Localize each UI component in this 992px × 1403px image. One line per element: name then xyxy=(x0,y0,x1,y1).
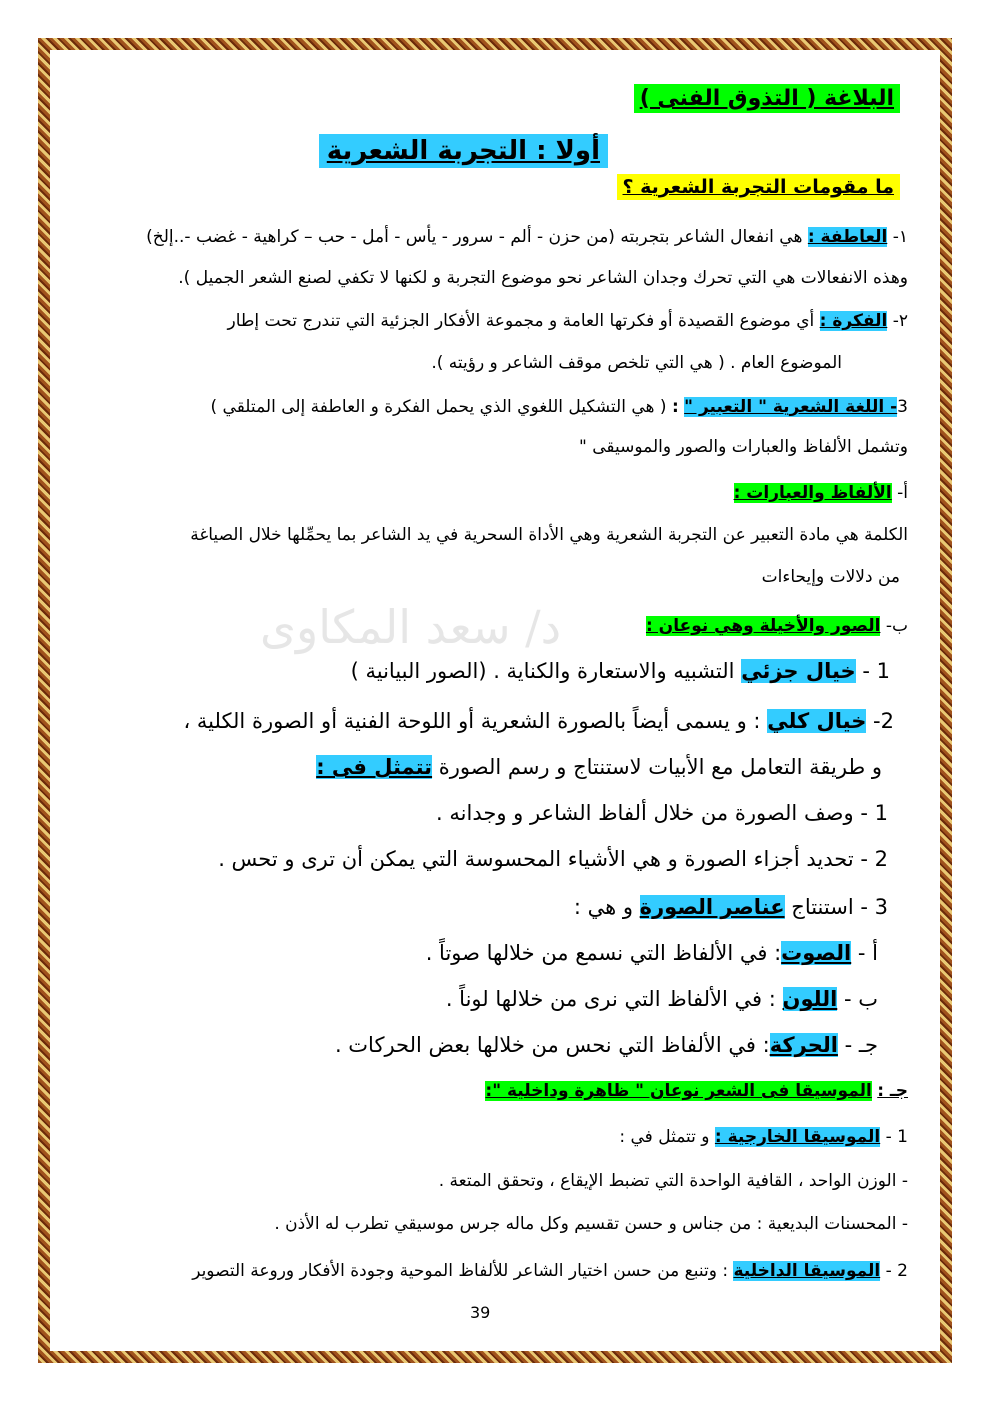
item3-line1 xyxy=(211,396,909,418)
sub-b-label: الصور والأخيلة وهي نوعان : xyxy=(645,616,881,636)
img1-num: 1 - xyxy=(862,659,890,683)
element-color-label: اللون xyxy=(782,987,838,1011)
element-sound xyxy=(426,942,878,964)
page-title xyxy=(634,88,900,111)
sub-b-num: ب- xyxy=(885,616,908,636)
music1-text: و تتمثل في : xyxy=(619,1127,710,1147)
step2-num: 2 - xyxy=(860,847,888,871)
sub-a-heading xyxy=(734,482,908,504)
item3-text: ( هي التشكيل اللغوي الذي يحمل الفكرة و العاطفة إلى المتلقي ) xyxy=(210,397,667,417)
img2-text: : و يسمى أيضاً بالصورة الشعرية أو اللوحة الفنية أو الصورة الكلية ، xyxy=(183,709,761,733)
step3-tail: و هي : xyxy=(573,895,633,919)
img2-text2: و طريقة التعامل مع الأبيات لاستنتاج و رسم الصورة xyxy=(438,755,882,779)
music1-num: 1 - xyxy=(885,1127,908,1147)
watermark: د/ سعد المكاوى xyxy=(260,600,562,654)
page-number: 39 xyxy=(470,1303,491,1322)
element-sound-text: : في الألفاظ التي نسمع من خلالها صوتاً . xyxy=(425,941,782,965)
music2-label: الموسيقا الداخلية xyxy=(733,1261,881,1281)
item2-line2: الموضوع العام . ( هي التي تلخص موقف الشاعر و رؤيته ). xyxy=(431,353,842,373)
page-content xyxy=(60,60,908,1350)
element-sound-num: أ - xyxy=(857,941,878,965)
music2-text: : وتنبع من حسن اختيار الشاعر للألفاظ الموحية وجودة الأفكار وروعة التصوير xyxy=(192,1261,729,1281)
img2-num: 2- xyxy=(873,709,894,733)
element-motion-label: الحركة xyxy=(769,1033,838,1057)
img2-label: خيال كلي xyxy=(767,709,867,733)
element-motion xyxy=(335,1034,878,1056)
sub-a-num: أ- xyxy=(897,483,908,503)
item1-num: ١- xyxy=(892,227,908,247)
question xyxy=(617,176,900,199)
step3-text: استنتاج xyxy=(791,895,854,919)
section-title xyxy=(319,136,608,166)
music-external xyxy=(619,1126,908,1148)
title-text: البلاغة ( التذوق الفنى ) xyxy=(634,84,900,113)
sub-c-label: الموسيقا فى الشعر نوعان " ظاهرة وداخلية ": xyxy=(485,1081,872,1101)
element-color-text: : في الألفاظ التي نرى من خلالها لوناً . xyxy=(445,987,776,1011)
element-motion-num: جـ - xyxy=(844,1033,878,1057)
item1-text: هي انفعال الشاعر بتجربته (من حزن - ألم - سرور - يأس - أمل - حب – كراهية - غضب -..إلخ) xyxy=(146,227,803,247)
music-internal xyxy=(192,1260,908,1282)
item2-label: الفكرة : xyxy=(819,311,888,331)
question-text: ما مقومات التجربة الشعرية ؟ xyxy=(617,174,900,200)
step-1 xyxy=(436,802,888,824)
item2-line1 xyxy=(228,310,909,332)
step2-text: تحديد أجزاء الصورة و هي الأشياء المحسوسة التي يمكن أن ترى و تحس . xyxy=(218,847,854,871)
step3-label: عناصر الصورة xyxy=(639,895,785,919)
step1-num: 1 - xyxy=(860,801,888,825)
item1-line2: وهذه الانفعالات هي التي تحرك وجدان الشاعر نحو موضوع التجربة و لكنها لا تكفي لصنع الشعر الجميل ). xyxy=(178,268,908,288)
item3-line2: وتشمل الألفاظ والعبارات والصور والموسيقى " xyxy=(578,437,908,457)
step-2 xyxy=(218,848,888,870)
music-point-2: - المحسنات البديعية : من جناس و حسن تقسيم وكل ماله جرس موسيقي تطرب له الأذن . xyxy=(274,1214,908,1234)
sub-c-num: جـ : xyxy=(877,1081,908,1101)
item3-num: 3 xyxy=(897,397,908,417)
item2-text: أي موضوع القصيدة أو فكرتها العامة و مجموعة الأفكار الجزئية التي تندرج تحت إطار xyxy=(227,311,815,331)
step1-text: وصف الصورة من خلال ألفاظ الشاعر و وجدانه . xyxy=(436,801,854,825)
item3-label: - اللغة الشعرية " التعبير " xyxy=(684,397,898,417)
element-sound-label: الصوت xyxy=(781,941,852,965)
sub-a-label: الألفاظ والعبارات : xyxy=(733,483,892,503)
element-motion-text: : في الألفاظ التي نحس من خلالها بعض الحركات . xyxy=(334,1033,770,1057)
element-color xyxy=(446,988,878,1010)
step-3 xyxy=(574,896,888,918)
imagery-type-1 xyxy=(351,660,890,682)
item2-num: ٢- xyxy=(892,311,908,331)
img1-label: خيال جزئي xyxy=(741,659,856,683)
item1-label: العاطفة : xyxy=(807,227,888,247)
music-point-1: - الوزن الواحد ، القافية الواحدة التي تضبط الإيقاع ، وتحقق المتعة . xyxy=(438,1171,908,1191)
step3-num: 3 - xyxy=(860,895,888,919)
music1-label: الموسيقا الخارجية : xyxy=(714,1127,881,1147)
section-title-text: أولا : التجربة الشعرية xyxy=(319,134,608,168)
element-color-num: ب - xyxy=(843,987,878,1011)
img2-label2: تتمثل فى : xyxy=(316,755,433,779)
sub-a-line1: الكلمة هي مادة التعبير عن التجربة الشعرية وهي الأداة السحرية في يد الشاعر بما يحمِّلها خلال الصياغة xyxy=(190,525,908,545)
imagery-type-2 xyxy=(183,710,894,732)
item1-line1 xyxy=(146,226,908,248)
sub-a-line2: من دلالات وإيحاءات xyxy=(761,567,900,587)
img1-text: التشبيه والاستعارة والكناية . (الصور البيانية ) xyxy=(350,659,735,683)
imagery-type-2-line2 xyxy=(316,756,882,778)
music2-num: 2 - xyxy=(885,1261,908,1281)
item3-colon: : xyxy=(671,397,679,417)
sub-b-heading xyxy=(646,615,908,637)
sub-c-heading xyxy=(485,1080,908,1102)
